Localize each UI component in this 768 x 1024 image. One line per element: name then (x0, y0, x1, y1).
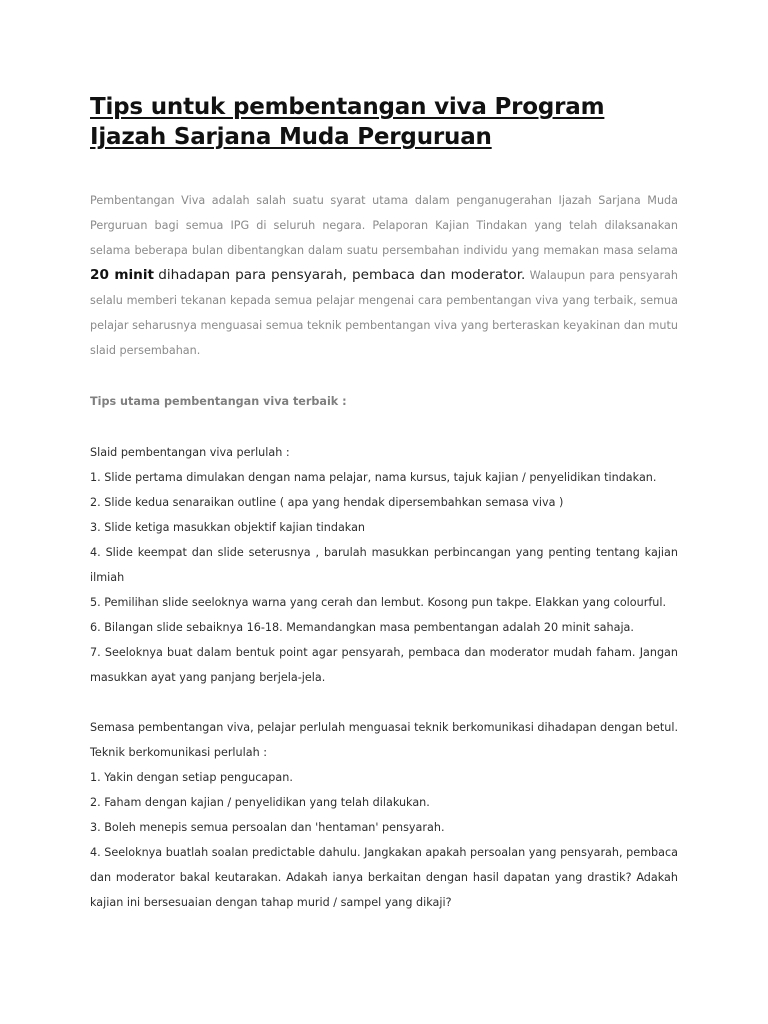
intro-paragraph (90, 188, 678, 363)
tips-subheading: Tips utama pembentangan viva terbaik : (90, 395, 347, 408)
list-item: 3. Boleh menepis semua persoalan dan 'hentaman' pensyarah. (90, 821, 445, 834)
document-title: Tips untuk pembentangan viva Program Ijazah Sarjana Muda Perguruan (90, 94, 605, 150)
list-item: 3. Slide ketiga masukkan objektif kajian tindakan (90, 521, 366, 534)
list-item: 1. Slide pertama dimulakan dengan nama pelajar, nama kursus, tajuk kajian / penyelidikan tindakan. (90, 471, 657, 484)
list-item: 2. Slide kedua senaraikan outline ( apa yang hendak dipersembahkan semasa viva ) (90, 496, 564, 509)
intro-emphasis-duration: 20 minit (90, 267, 155, 283)
list-item: 1. Yakin dengan setiap pengucapan. (90, 771, 293, 784)
intro-text-2: dihadapan para pensyarah, pembaca dan moderator. (158, 267, 526, 283)
list-item: 6. Bilangan slide sebaiknya 16-18. Memandangkan masa pembentangan adalah 20 minit sahaja. (90, 621, 634, 634)
list-item: 5. Pemilihan slide seeloknya warna yang cerah dan lembut. Kosong pun takpe. Elakkan yang colourful. (90, 596, 667, 609)
list-item: 4. Slide keempat dan slide seterusnya , barulah masukkan perbincangan yang penting tentang kajian ilmiah (90, 546, 678, 584)
intro-text-1: Pembentangan Viva adalah salah suatu syarat utama dalam penganugerahan Ijazah Sarjana Muda Perguruan bagi semua IPG di seluruh negara. Pelaporan Kajian Tindakan yang telah dilaksanakan selama beberapa bulan dibentangkan dalam suatu persembahan individu yang memakan masa selama (90, 194, 678, 257)
list-item: 2. Faham dengan kajian / penyelidikan yang telah dilakukan. (90, 796, 430, 809)
intro-text-3: Walaupun para pensyarah selalu memberi tekanan kepada semua pelajar mengenai cara pembentangan viva yang terbaik, semua pelajar seharusnya menguasai semua teknik pembentangan viva yang berteraskan keyakinan dan mutu slaid persembahan. (90, 269, 678, 357)
slides-intro: Slaid pembentangan viva perlulah : (90, 446, 290, 459)
slides-section (90, 440, 678, 690)
communication-intro: Semasa pembentangan viva, pelajar perlulah menguasai teknik berkomunikasi dihadapan dengan betul. Teknik berkomunikasi perlulah : (90, 721, 678, 759)
communication-section (90, 715, 678, 915)
list-item: 7. Seeloknya buat dalam bentuk point agar pensyarah, pembaca dan moderator mudah faham. Jangan masukkan ayat yang panjang berjela-jela. (90, 646, 678, 684)
list-item: 4. Seeloknya buatlah soalan predictable dahulu. Jangkakan apakah persoalan yang pensyarah, pembaca dan moderator bakal keutarakan. Adakah ianya berkaitan dengan hasil dapatan yang drastik? Adakah kajian ini bersesuaian dengan tahap murid / sampel yang dikaji? (90, 846, 678, 909)
